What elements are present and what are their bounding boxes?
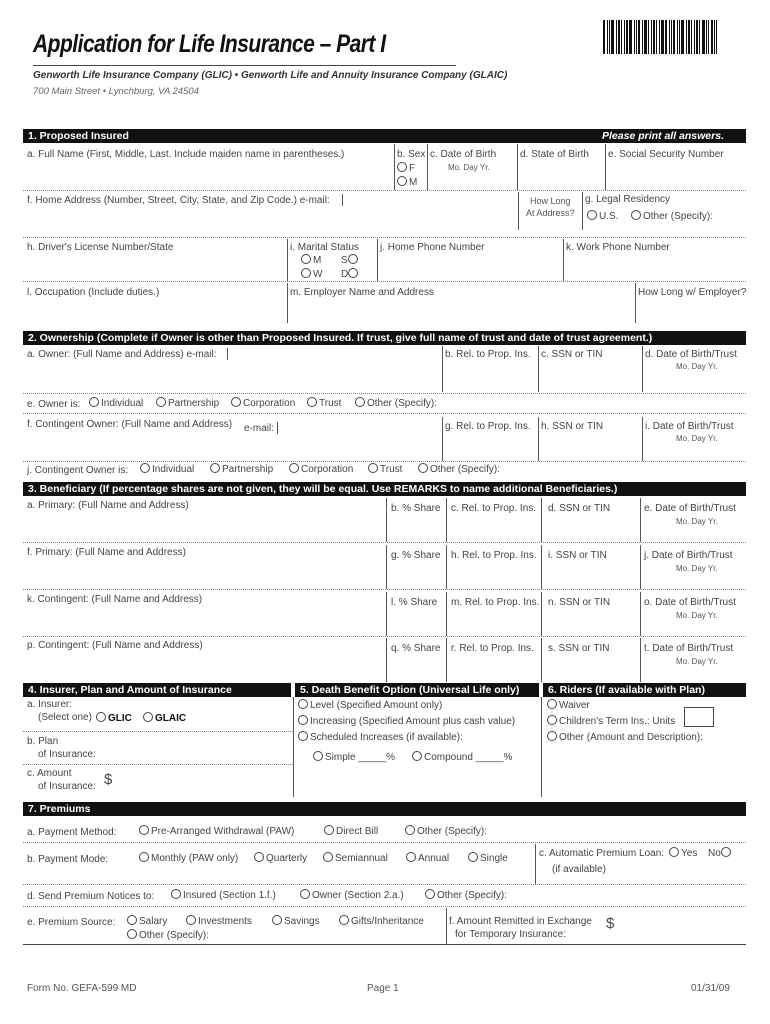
owner-ssn-label: c. SSN or TIN	[541, 349, 603, 360]
marital-s-option[interactable]: S	[341, 254, 360, 266]
section-7-title: 7. Premiums	[28, 803, 91, 815]
barcode-bar	[681, 20, 684, 54]
owner-dob-label: d. Date of Birth/Trust	[645, 349, 737, 360]
beneficiary-1-field-2-label: h. Rel. to Prop. Ins.	[451, 550, 537, 561]
marital-w-option[interactable]: W	[301, 268, 322, 280]
beneficiary-2-field-4-label: o. Date of Birth/Trust	[644, 597, 736, 608]
beneficiary-0-field-3-label: d. SSN or TIN	[548, 503, 611, 514]
radio-icon	[355, 397, 365, 407]
barcode-bar	[706, 20, 707, 54]
db-simple-option[interactable]: Simple _____%	[313, 751, 395, 763]
auto-loan-label: c. Automatic Premium Loan:	[539, 848, 665, 859]
beneficiary-2-field-3-label: n. SSN or TIN	[548, 597, 611, 608]
marital-m-option[interactable]: M	[301, 254, 321, 266]
payment-mode-label: b. Payment Mode:	[27, 854, 109, 865]
barcode-bar	[673, 20, 675, 54]
barcode-bar	[696, 20, 698, 54]
sex-female-option[interactable]: F	[397, 162, 415, 174]
radio-icon	[307, 397, 317, 407]
drivers-license-label: h. Driver's License Number/State	[27, 242, 174, 253]
radio-icon	[587, 210, 597, 220]
payment-direct-option[interactable]: Direct Bill	[324, 825, 378, 837]
contingent-email-label: e-mail:	[244, 423, 275, 434]
plan-label-2: of Insurance:	[38, 749, 96, 760]
barcode-bar	[708, 20, 709, 54]
contingent-owner-type-option-4[interactable]: Other (Specify):	[418, 463, 500, 475]
contingent-dob-format: Mo. Day Yr.	[676, 434, 718, 443]
employer-tenure-label: How Long w/ Employer?	[638, 287, 747, 298]
barcode-bar	[642, 20, 643, 54]
barcode-bar	[665, 20, 667, 54]
source-investments-option[interactable]: Investments	[186, 915, 252, 927]
beneficiary-2-dob-format: Mo. Day Yr.	[676, 611, 718, 620]
dob-format: Mo. Day Yr.	[448, 163, 490, 172]
radio-icon	[348, 268, 358, 278]
radio-icon	[418, 463, 428, 473]
radio-icon	[210, 463, 220, 473]
premium-notices-label: d. Send Premium Notices to:	[27, 891, 155, 902]
section-2-title: 2. Ownership (Complete if Owner is other than Proposed Insured. If trust, give full name of trust and date of trust agreement.)	[28, 332, 653, 344]
print-note: Please print all answers.	[602, 130, 724, 142]
radio-icon	[127, 915, 137, 925]
owner-relation-label: b. Rel. to Prop. Ins.	[445, 349, 531, 360]
beneficiary-3-field-4-label: t. Date of Birth/Trust	[644, 643, 734, 654]
barcode-bar	[699, 20, 700, 54]
radio-icon	[156, 397, 166, 407]
insurer-glaic-option[interactable]: GLAIC	[143, 712, 186, 724]
radio-icon	[348, 254, 358, 264]
radio-icon	[397, 162, 407, 172]
beneficiary-1-field-0-label: f. Primary: (Full Name and Address)	[27, 547, 186, 558]
radio-icon	[721, 847, 731, 857]
barcode-bar	[716, 20, 717, 54]
barcode-bar	[711, 20, 713, 54]
owner-type-option-1[interactable]: Partnership	[156, 397, 219, 409]
mode-single-option[interactable]: Single	[468, 852, 508, 864]
contingent-owner-type-option-0[interactable]: Individual	[140, 463, 194, 475]
beneficiary-3-dob-format: Mo. Day Yr.	[676, 657, 718, 666]
barcode-bar	[686, 20, 687, 54]
db-compound-option[interactable]: Compound _____%	[412, 751, 512, 763]
remitted-dollar-sign: $	[606, 915, 615, 932]
radio-icon	[171, 889, 181, 899]
beneficiary-3-field-3-label: s. SSN or TIN	[548, 643, 610, 654]
section-3-header	[23, 482, 746, 496]
beneficiary-3-field-0-label: p. Contingent: (Full Name and Address)	[27, 640, 203, 651]
beneficiary-1-dob-format: Mo. Day Yr.	[676, 564, 718, 573]
beneficiary-0-dob-format: Mo. Day Yr.	[676, 517, 718, 526]
radio-icon	[547, 715, 557, 725]
radio-icon	[127, 929, 137, 939]
barcode-bar	[626, 20, 628, 54]
mode-monthly-option[interactable]: Monthly (PAW only)	[139, 852, 238, 864]
home-phone-label: j. Home Phone Number	[380, 242, 485, 253]
plan-label: b. Plan	[27, 736, 59, 747]
contingent-owner-label: f. Contingent Owner: (Full Name and Address)	[27, 419, 233, 430]
state-of-birth-label: d. State of Birth	[520, 149, 589, 160]
notices-other-option[interactable]: Other (Specify):	[425, 889, 507, 901]
beneficiary-1-field-3-label: i. SSN or TIN	[548, 550, 607, 561]
barcode-bar	[691, 20, 692, 54]
barcode-bar	[634, 20, 635, 54]
barcode-bar	[644, 20, 647, 54]
sex-label: b. Sex	[397, 149, 426, 160]
mode-annual-option[interactable]: Annual	[406, 852, 449, 864]
contingent-ssn-label: h. SSN or TIN	[541, 421, 604, 432]
company-names: Genworth Life Insurance Company (GLIC) • Genworth Life and Annuity Insurance Company (GLAIC)	[33, 70, 508, 81]
beneficiary-2-field-2-label: m. Rel. to Prop. Ins.	[451, 597, 540, 608]
amount-remitted-label: f. Amount Remitted in Exchange	[449, 916, 592, 927]
work-phone-label: k. Work Phone Number	[566, 242, 670, 253]
radio-icon	[412, 751, 422, 761]
barcode-bar	[607, 20, 608, 54]
payment-other-option[interactable]: Other (Specify):	[405, 825, 487, 837]
radio-icon	[301, 268, 311, 278]
notices-owner-option[interactable]: Owner (Section 2.a.)	[300, 889, 404, 901]
radio-icon	[300, 889, 310, 899]
radio-icon	[547, 731, 557, 741]
barcode-bar	[636, 20, 637, 54]
contingent-owner-type-option-3[interactable]: Trust	[368, 463, 402, 475]
marital-d-option[interactable]: D	[341, 268, 360, 280]
section-4-title: 4. Insurer, Plan and Amount of Insurance	[23, 683, 291, 697]
radio-icon	[324, 825, 334, 835]
contingent-dob-label: i. Date of Birth/Trust	[645, 421, 734, 432]
ssn-label: e. Social Security Number	[608, 149, 724, 160]
radio-icon	[669, 847, 679, 857]
section-2-header	[23, 331, 746, 345]
section-456-header	[23, 683, 746, 697]
section-5-title: 5. Death Benefit Option (Universal Life only)	[295, 683, 539, 697]
dob-label: c. Date of Birth	[430, 149, 497, 160]
payment-method-label: a. Payment Method:	[27, 827, 117, 838]
barcode-bar	[603, 20, 605, 54]
insurer-label: a. Insurer:	[27, 699, 73, 710]
db-level-option[interactable]: Level (Specified Amount only)	[298, 699, 442, 711]
radio-icon	[139, 825, 149, 835]
radio-icon	[339, 915, 349, 925]
radio-icon	[186, 915, 196, 925]
payment-paw-option[interactable]: Pre-Arranged Withdrawal (PAW)	[139, 825, 294, 837]
radio-icon	[254, 852, 264, 862]
radio-icon	[289, 463, 299, 473]
source-other-option[interactable]: Other (Specify):	[127, 929, 209, 941]
section-1-header	[23, 129, 746, 143]
beneficiary-3-field-1-label: q. % Share	[391, 643, 441, 654]
owner-type-option-2[interactable]: Corporation	[231, 397, 295, 409]
beneficiary-1-field-1-label: g. % Share	[391, 550, 441, 561]
radio-icon	[139, 852, 149, 862]
beneficiary-3-field-2-label: r. Rel. to Prop. Ins.	[451, 643, 534, 654]
radio-icon	[89, 397, 99, 407]
barcode	[603, 20, 746, 54]
section-6-title: 6. Riders (If available with Plan)	[543, 683, 746, 697]
beneficiary-1-field-4-label: j. Date of Birth/Trust	[644, 550, 733, 561]
insurer-glic-option[interactable]: GLIC	[96, 712, 132, 724]
beneficiary-0-field-0-label: a. Primary: (Full Name and Address)	[27, 500, 189, 511]
radio-icon	[231, 397, 241, 407]
contingent-owner-type-option-2[interactable]: Corporation	[289, 463, 353, 475]
barcode-bar	[661, 20, 664, 54]
section-1-title: 1. Proposed Insured	[28, 130, 129, 142]
section-7-header	[23, 802, 746, 816]
premium-source-label: e. Premium Source:	[27, 917, 116, 928]
residency-us-option[interactable]: U.S.	[587, 210, 618, 222]
page-number: Page 1	[367, 983, 399, 994]
barcode-bar	[671, 20, 672, 54]
source-gifts-option[interactable]: Gifts/Inheritance	[339, 915, 424, 927]
radio-icon	[323, 852, 333, 862]
radio-icon	[406, 852, 416, 862]
form-number: Form No. GEFA-599 MD	[27, 983, 137, 994]
amount-dollar-sign: $	[104, 771, 113, 788]
radio-icon	[631, 210, 641, 220]
barcode-bar	[648, 20, 649, 54]
owner-type-label: e. Owner is:	[27, 399, 81, 410]
barcode-bar	[609, 20, 610, 54]
full-name-label: a. Full Name (First, Middle, Last. Include maiden name in parentheses.)	[27, 149, 345, 160]
amount-label: c. Amount	[27, 768, 72, 779]
amount-label-2: of Insurance:	[38, 781, 96, 792]
owner-label: a. Owner: (Full Name and Address) e-mail:	[27, 349, 217, 360]
owner-type-option-4[interactable]: Other (Specify):	[355, 397, 437, 409]
company-address: 700 Main Street • Lynchburg, VA 24504	[33, 86, 199, 97]
barcode-bar	[679, 20, 680, 54]
source-salary-option[interactable]: Salary	[127, 915, 167, 927]
rider-children-option[interactable]: Children's Term Ins.: Units	[547, 715, 675, 727]
radio-icon	[298, 715, 308, 725]
mode-quarterly-option[interactable]: Quarterly	[254, 852, 307, 864]
barcode-bar	[653, 20, 655, 54]
radio-icon	[397, 176, 407, 186]
radio-icon	[468, 852, 478, 862]
marital-status-label: i. Marital Status	[290, 242, 359, 253]
auto-loan-no-option[interactable]: No	[708, 847, 733, 859]
contingent-owner-type-option-1[interactable]: Partnership	[210, 463, 273, 475]
radio-icon	[272, 915, 282, 925]
radio-icon	[547, 699, 557, 709]
barcode-bar	[677, 20, 678, 54]
barcode-bar	[702, 20, 705, 54]
if-available-label: (if available)	[552, 864, 606, 875]
beneficiary-0-field-2-label: c. Rel. to Prop. Ins.	[451, 503, 537, 514]
form-title: Application for Life Insurance – Part I	[33, 30, 386, 58]
legal-residency-label: g. Legal Residency	[585, 194, 671, 205]
barcode-bar	[624, 20, 625, 54]
mode-semiannual-option[interactable]: Semiannual	[323, 852, 388, 864]
barcode-bar	[638, 20, 640, 54]
beneficiary-0-field-1-label: b. % Share	[391, 503, 441, 514]
barcode-bar	[688, 20, 690, 54]
contingent-relation-label: g. Rel. to Prop. Ins.	[445, 421, 531, 432]
barcode-bar	[659, 20, 660, 54]
rider-other-option[interactable]: Other (Amount and Description):	[547, 731, 703, 743]
barcode-bar	[714, 20, 715, 54]
occupation-label: l. Occupation (Include duties.)	[27, 287, 160, 298]
form-date: 01/31/09	[691, 983, 730, 994]
rider-waiver-option[interactable]: Waiver	[547, 699, 590, 711]
radio-icon	[301, 254, 311, 264]
owner-dob-format: Mo. Day Yr.	[676, 362, 718, 371]
barcode-bar	[656, 20, 657, 54]
source-savings-option[interactable]: Savings	[272, 915, 320, 927]
beneficiary-2-field-0-label: k. Contingent: (Full Name and Address)	[27, 594, 203, 605]
owner-type-option-0[interactable]: Individual	[89, 397, 143, 409]
radio-icon	[143, 712, 153, 722]
how-long-label: How Long	[530, 196, 571, 206]
home-address-label: f. Home Address (Number, Street, City, State, and Zip Code.) e-mail:	[27, 195, 330, 206]
amount-remitted-label-2: for Temporary Insurance:	[455, 929, 566, 940]
radio-icon	[425, 889, 435, 899]
radio-icon	[368, 463, 378, 473]
at-address-label: At Address?	[526, 208, 575, 218]
db-scheduled-option[interactable]: Scheduled Increases (if available):	[298, 731, 463, 743]
barcode-bar	[694, 20, 695, 54]
db-increasing-option[interactable]: Increasing (Specified Amount plus cash value)	[298, 715, 515, 727]
beneficiary-2-field-1-label: l. % Share	[391, 597, 438, 608]
units-input[interactable]	[684, 707, 714, 727]
barcode-bar	[611, 20, 614, 54]
radio-icon	[96, 712, 106, 722]
employer-label: m. Employer Name and Address	[290, 287, 434, 298]
beneficiary-0-field-4-label: e. Date of Birth/Trust	[644, 503, 736, 514]
select-one-label: (Select one)	[38, 712, 92, 723]
notices-insured-option[interactable]: Insured (Section 1.f.)	[171, 889, 276, 901]
section-3-title: 3. Beneficiary (If percentage shares are not given, they will be equal. Use REMARKS to name additional Beneficiaries.)	[28, 483, 618, 495]
radio-icon	[298, 731, 308, 741]
barcode-bar	[651, 20, 652, 54]
barcode-bar	[669, 20, 670, 54]
auto-loan-yes-option[interactable]: Yes	[669, 847, 697, 859]
owner-type-option-3[interactable]: Trust	[307, 397, 341, 409]
radio-icon	[405, 825, 415, 835]
barcode-bar	[621, 20, 622, 54]
sex-male-option[interactable]: M	[397, 176, 417, 188]
barcode-bar	[616, 20, 617, 54]
radio-icon	[298, 699, 308, 709]
barcode-bar	[618, 20, 620, 54]
radio-icon	[140, 463, 150, 473]
contingent-owner-type-label: j. Contingent Owner is:	[27, 465, 129, 476]
residency-other-option[interactable]: Other (Specify):	[631, 210, 713, 222]
barcode-bar	[629, 20, 632, 54]
radio-icon	[313, 751, 323, 761]
